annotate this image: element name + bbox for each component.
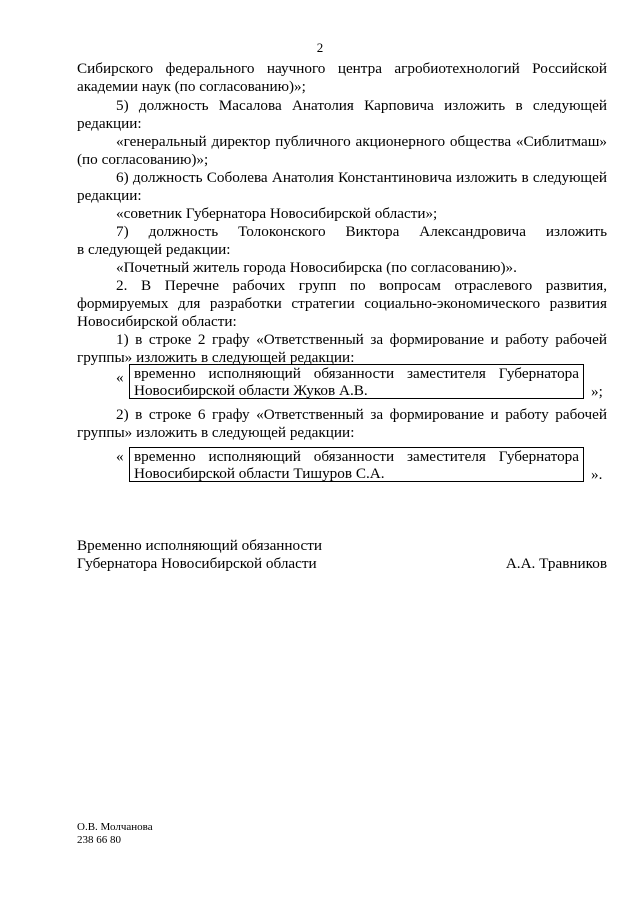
text-line: 7) должность Толоконского Виктора Александровича изложить — [116, 223, 607, 240]
page-number: 2 — [316, 40, 324, 55]
text-line: «генеральный директор публичного акционерного общества «Сиблитмаш» — [116, 133, 607, 150]
close-quote: »; — [591, 383, 603, 400]
text-line: редакции: — [77, 187, 142, 204]
text-line: Сибирского федерального научного центра агробиотехнологий Российской — [77, 60, 607, 77]
text-line: 2. В Перечне рабочих групп по вопросам отраслевого развития, — [116, 277, 607, 294]
text-line: Новосибирской области: — [77, 313, 237, 330]
signature-title: Губернатора Новосибирской области — [77, 555, 317, 572]
open-quote: « — [116, 369, 124, 386]
table-cell-line: временно исполняющий обязанности заместителя Губернатора — [134, 365, 579, 382]
table-cell-line: Новосибирской области Тишуров С.А. — [134, 465, 385, 482]
table-cell-responsible-2 — [129, 447, 584, 482]
text-line: 1) в строке 2 графу «Ответственный за формирование и работу рабочей — [116, 331, 607, 348]
open-quote: « — [116, 448, 124, 465]
text-line: группы» изложить в следующей редакции: — [77, 349, 355, 366]
table-cell-line: временно исполняющий обязанности заместителя Губернатора — [134, 448, 579, 465]
text-line: в следующей редакции: — [77, 241, 231, 258]
signature-title: Временно исполняющий обязанности — [77, 537, 323, 554]
text-line: редакции: — [77, 115, 142, 132]
table-cell-responsible-1 — [129, 364, 584, 399]
text-line: «советник Губернатора Новосибирской области»; — [116, 205, 438, 222]
signature-name: А.А. Травников — [505, 555, 607, 572]
text-line: «Почетный житель города Новосибирска (по согласованию)». — [116, 259, 517, 276]
text-line: 6) должность Соболева Анатолия Константиновича изложить в следующей — [116, 169, 607, 186]
text-line: академии наук (по согласованию)»; — [77, 78, 306, 95]
footer-phone: 238 66 80 — [77, 834, 121, 846]
text-line: формируемых для разработки стратегии социально-экономического развития — [77, 295, 607, 312]
text-line: группы» изложить в следующей редакции: — [77, 424, 355, 441]
table-cell-line: Новосибирской области Жуков А.В. — [134, 382, 368, 399]
close-quote: ». — [591, 466, 603, 483]
text-line: 2) в строке 6 графу «Ответственный за формирование и работу рабочей — [116, 406, 607, 423]
text-line: 5) должность Масалова Анатолия Карповича изложить в следующей — [116, 97, 607, 114]
text-line: (по согласованию)»; — [77, 151, 209, 168]
footer-author: О.В. Молчанова — [77, 821, 153, 833]
